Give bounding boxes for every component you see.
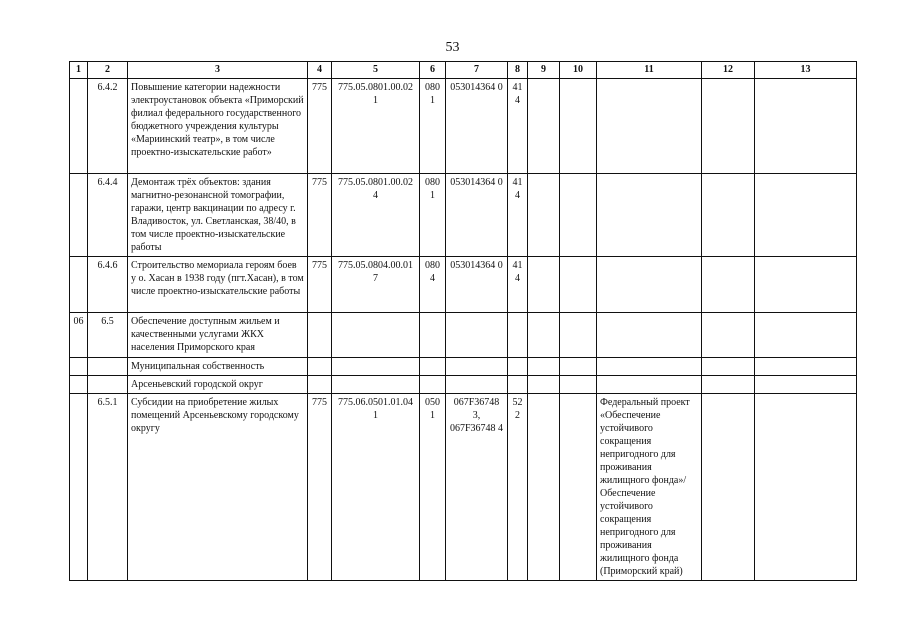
- cell-col5: 775.05.0801.00.02 4: [332, 174, 420, 257]
- cell-col13: [755, 257, 857, 313]
- cell-col8: 52 2: [508, 394, 528, 581]
- cell-col11: [597, 376, 702, 394]
- cell-col11: [597, 174, 702, 257]
- budget-table: [69, 61, 857, 581]
- cell-col7: 067F36748 3, 067F36748 4: [446, 394, 508, 581]
- cell-col12: [702, 358, 755, 376]
- cell-number: [70, 79, 88, 174]
- cell-description: Обеспечение доступным жильем и качественными услугами ЖКХ населения Приморского края: [128, 313, 308, 358]
- cell-col7: [446, 358, 508, 376]
- header-cell: 11: [597, 62, 702, 79]
- cell-col11: [597, 358, 702, 376]
- cell-col11: [597, 79, 702, 174]
- header-cell: 7: [446, 62, 508, 79]
- header-cell: 10: [560, 62, 597, 79]
- header-cell: 2: [88, 62, 128, 79]
- cell-col12: [702, 376, 755, 394]
- header-cell: 13: [755, 62, 857, 79]
- cell-col4: 775: [308, 394, 332, 581]
- cell-col8: [508, 376, 528, 394]
- cell-col13: [755, 79, 857, 174]
- header-cell: 12: [702, 62, 755, 79]
- cell-number: 06: [70, 313, 88, 358]
- cell-description: Субсидии на приобретение жилых помещений Арсеньевскому городскому округу: [128, 394, 308, 581]
- table-row: [70, 376, 857, 394]
- table-row: [70, 394, 857, 581]
- cell-col11: [597, 257, 702, 313]
- cell-col5: [332, 376, 420, 394]
- cell-col7: 053014364 0: [446, 174, 508, 257]
- table-row: [70, 79, 857, 174]
- cell-number: [70, 257, 88, 313]
- cell-col10: [560, 174, 597, 257]
- cell-col9: [528, 394, 560, 581]
- cell-col4: 775: [308, 79, 332, 174]
- cell-col9: [528, 313, 560, 358]
- cell-col9: [528, 376, 560, 394]
- cell-col8: 41 4: [508, 257, 528, 313]
- cell-col6: 080 1: [420, 174, 446, 257]
- cell-col4: 775: [308, 174, 332, 257]
- cell-col9: [528, 358, 560, 376]
- cell-col12: [702, 313, 755, 358]
- table-header-row: [70, 62, 857, 79]
- cell-col5: 775.05.0801.00.02 1: [332, 79, 420, 174]
- cell-col7: [446, 376, 508, 394]
- cell-number: [70, 174, 88, 257]
- cell-col8: [508, 358, 528, 376]
- cell-col10: [560, 376, 597, 394]
- header-cell: 9: [528, 62, 560, 79]
- cell-col4: [308, 358, 332, 376]
- cell-col6: 050 1: [420, 394, 446, 581]
- cell-col10: [560, 313, 597, 358]
- cell-col10: [560, 358, 597, 376]
- cell-description: Строительство мемориала героям боев у о. Хасан в 1938 году (пгт.Хасан), в том числе проектно-изыскательские работы: [128, 257, 308, 313]
- cell-col13: [755, 394, 857, 581]
- cell-col12: [702, 257, 755, 313]
- cell-description: Демонтаж трёх объектов: здания магнитно-резонансной томографии, гаражи, центр вакцинации по адресу г. Владивосток, ул. Светланская, 38/40, в том числе проектно-изыскательские работы: [128, 174, 308, 257]
- cell-number: [70, 376, 88, 394]
- table-row: [70, 257, 857, 313]
- cell-col7: 053014364 0: [446, 79, 508, 174]
- cell-col6: [420, 358, 446, 376]
- cell-item-code: 6.5: [88, 313, 128, 358]
- cell-item-code: 6.4.6: [88, 257, 128, 313]
- cell-col4: 775: [308, 257, 332, 313]
- table-row: [70, 174, 857, 257]
- cell-number: [70, 358, 88, 376]
- cell-col10: [560, 257, 597, 313]
- cell-col9: [528, 257, 560, 313]
- cell-col8: [508, 313, 528, 358]
- cell-col13: [755, 174, 857, 257]
- table-row: [70, 358, 857, 376]
- cell-col6: 080 4: [420, 257, 446, 313]
- cell-col9: [528, 79, 560, 174]
- cell-description: Повышение категории надежности электроустановок объекта «Приморский филиал федерального государственного бюджетного учреждения культуры «Мариинский театр», в том числе проектно-изыскательские работ»: [128, 79, 308, 174]
- cell-col10: [560, 394, 597, 581]
- cell-col12: [702, 394, 755, 581]
- cell-col7: 053014364 0: [446, 257, 508, 313]
- cell-col11: [597, 313, 702, 358]
- cell-col13: [755, 376, 857, 394]
- header-cell: 8: [508, 62, 528, 79]
- header-cell: 3: [128, 62, 308, 79]
- header-cell: 4: [308, 62, 332, 79]
- header-cell: 6: [420, 62, 446, 79]
- cell-col10: [560, 79, 597, 174]
- cell-col12: [702, 79, 755, 174]
- cell-col6: [420, 313, 446, 358]
- cell-col13: [755, 358, 857, 376]
- page-number: 53: [445, 40, 460, 55]
- cell-col8: 41 4: [508, 79, 528, 174]
- header-cell: 1: [70, 62, 88, 79]
- cell-item-code: [88, 376, 128, 394]
- cell-col6: 080 1: [420, 79, 446, 174]
- cell-col7: [446, 313, 508, 358]
- cell-number: [70, 394, 88, 581]
- cell-col5: [332, 358, 420, 376]
- cell-col8: 41 4: [508, 174, 528, 257]
- cell-item-code: [88, 358, 128, 376]
- cell-item-code: 6.4.2: [88, 79, 128, 174]
- cell-description: Муниципальная собственность: [128, 358, 308, 376]
- header-cell: 5: [332, 62, 420, 79]
- cell-col4: [308, 376, 332, 394]
- cell-item-code: 6.5.1: [88, 394, 128, 581]
- cell-col5: 775.06.0501.01.04 1: [332, 394, 420, 581]
- cell-col6: [420, 376, 446, 394]
- cell-col11: Федеральный проект «Обеспечение устойчивого сокращения непригодного для проживания жилищного фонда»/ Обеспечение устойчивого сокращения непригодного для проживания жилищного фонда (Приморский край): [597, 394, 702, 581]
- cell-col9: [528, 174, 560, 257]
- cell-description: Арсеньевский городской округ: [128, 376, 308, 394]
- cell-col5: [332, 313, 420, 358]
- cell-col5: 775.05.0804.00.01 7: [332, 257, 420, 313]
- cell-col13: [755, 313, 857, 358]
- cell-col4: [308, 313, 332, 358]
- cell-item-code: 6.4.4: [88, 174, 128, 257]
- table-row: [70, 313, 857, 358]
- cell-col12: [702, 174, 755, 257]
